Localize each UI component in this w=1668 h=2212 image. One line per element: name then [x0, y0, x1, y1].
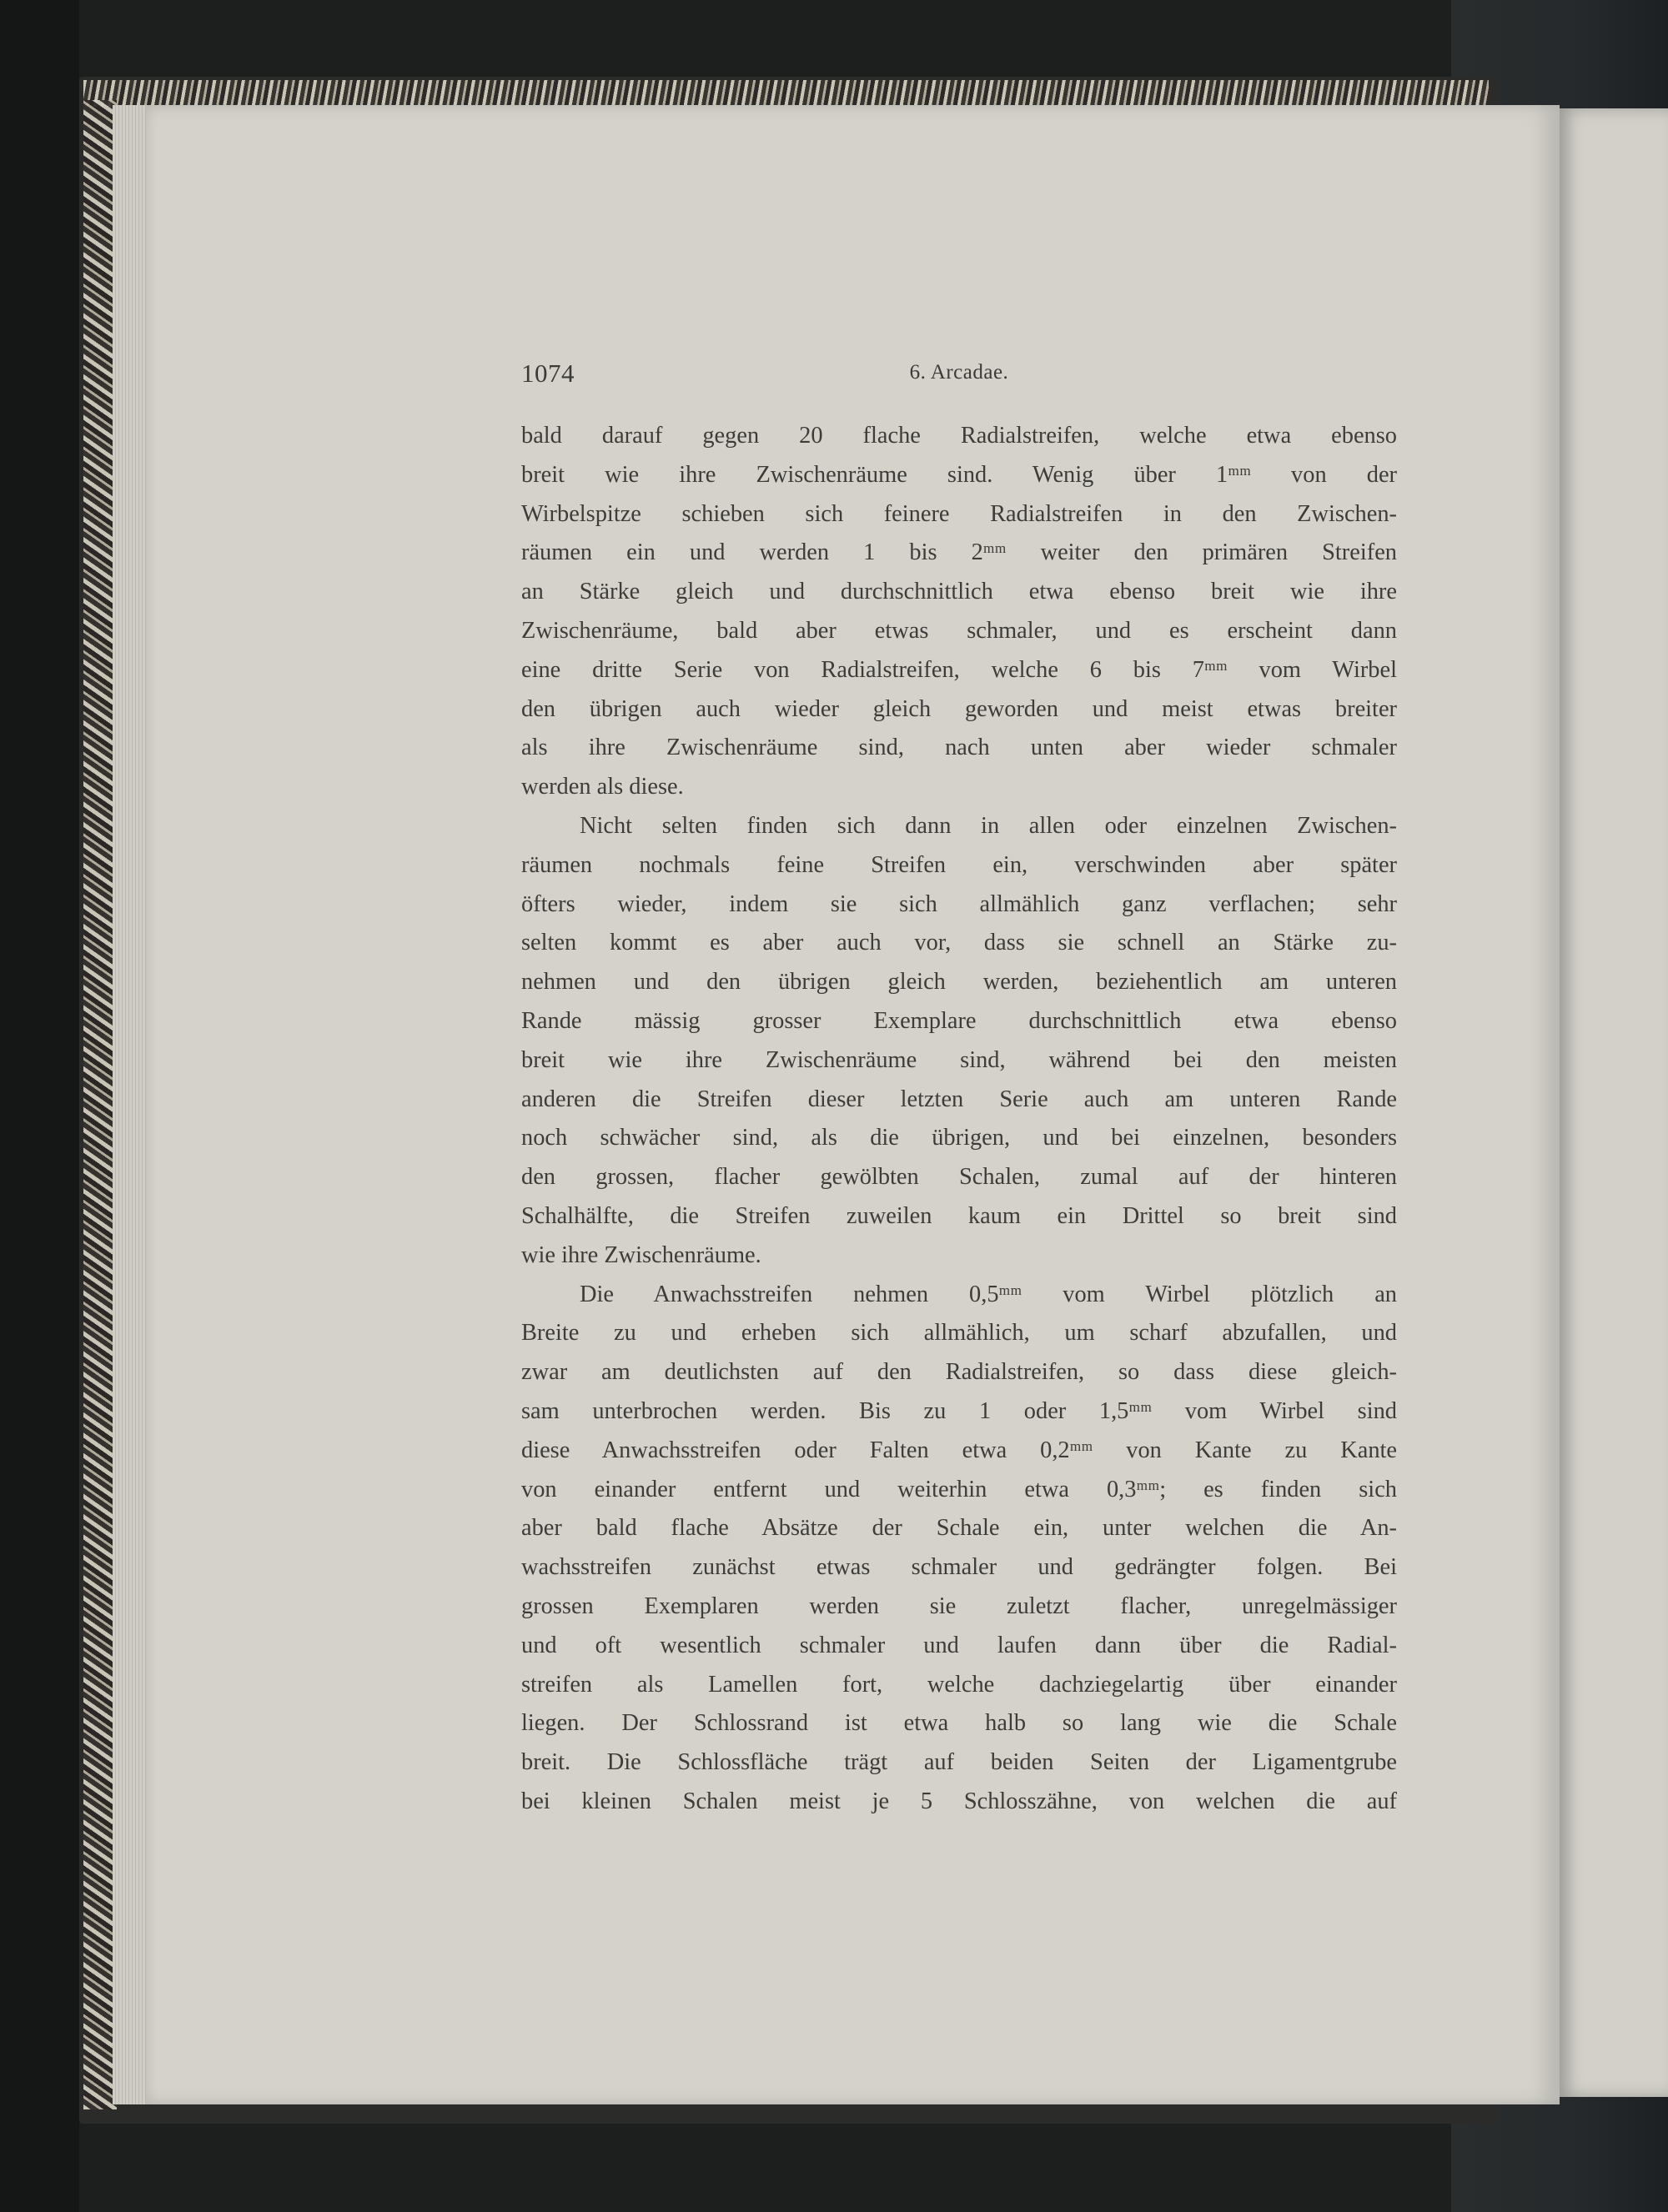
text-line: und oft wesentlich schmaler und laufen dann über die Radial-	[521, 1632, 1397, 1658]
body-text	[521, 417, 1397, 1822]
text-line: wachsstreifen zunächst etwas schmaler und gedrängter folgen. Bei	[521, 1554, 1397, 1581]
text-line: werden als diese.	[521, 774, 684, 800]
text-line: liegen. Der Schlossrand ist etwa halb so lang wie die Schale	[521, 1710, 1397, 1737]
text-line: den übrigen auch wieder gleich geworden und meist etwas breiter	[521, 695, 1397, 722]
text-line: breit wie ihre Zwischenräume sind. Wenig über 1ᵐᵐ von der	[521, 461, 1397, 488]
text-line: aber bald flache Absätze der Schale ein, unter welchen die An-	[521, 1515, 1397, 1542]
text-line: diese Anwachsstreifen oder Falten etwa 0,2ᵐᵐ von Kante zu Kante	[521, 1437, 1397, 1463]
text-line: räumen nochmals feine Streifen ein, verschwinden aber später	[521, 851, 1397, 878]
text-line: Schalhälfte, die Streifen zuweilen kaum ein Drittel so breit sind	[521, 1202, 1397, 1229]
text-line: bald darauf gegen 20 flache Radialstreifen, welche etwa ebenso	[521, 423, 1397, 449]
text-line: als ihre Zwischenräume sind, nach unten aber wieder schmaler	[521, 735, 1397, 761]
text-line: öfters wieder, indem sie sich allmählich ganz verflachen; sehr	[521, 890, 1397, 917]
text-line: an Stärke gleich und durchschnittlich etwa ebenso breit wie ihre	[521, 579, 1397, 605]
text-line: breit. Die Schlossfläche trägt auf beiden Seiten der Ligamentgrube	[521, 1749, 1397, 1776]
text-line: zwar am deutlichsten auf den Radialstreifen, so dass diese gleich-	[521, 1359, 1397, 1386]
text-line: Rande mässig grosser Exemplare durchschnittlich etwa ebenso	[521, 1007, 1397, 1034]
text-line: Wirbelspitze schieben sich feinere Radialstreifen in den Zwischen-	[521, 500, 1397, 527]
text-line: nehmen und den übrigen gleich werden, beziehentlich am unteren	[521, 969, 1397, 996]
text-line: von einander entfernt und weiterhin etwa 0,3ᵐᵐ; es finden sich	[521, 1476, 1397, 1502]
text-line: Breite zu und erheben sich allmählich, um scharf abzufallen, und	[521, 1320, 1397, 1347]
text-line: Die Anwachsstreifen nehmen 0,5ᵐᵐ vom Wirbel plötzlich an	[580, 1281, 1397, 1307]
text-line: streifen als Lamellen fort, welche dachziegelartig über einander	[521, 1671, 1397, 1698]
text-line: bei kleinen Schalen meist je 5 Schlosszähne, von welchen die auf	[521, 1788, 1397, 1814]
text-line: räumen ein und werden 1 bis 2ᵐᵐ weiter den primären Streifen	[521, 539, 1397, 566]
text-line: den grossen, flacher gewölbten Schalen, zumal auf der hinteren	[521, 1164, 1397, 1191]
text-line: sam unterbrochen werden. Bis zu 1 oder 1,5ᵐᵐ vom Wirbel sind	[521, 1397, 1397, 1424]
text-line: breit wie ihre Zwischenräume sind, während bei den meisten	[521, 1046, 1397, 1073]
text-line: wie ihre Zwischenräume.	[521, 1241, 761, 1268]
text-line: eine dritte Serie von Radialstreifen, welche 6 bis 7ᵐᵐ vom Wirbel	[521, 656, 1397, 683]
text-line: selten kommt es aber auch vor, dass sie schnell an Stärke zu-	[521, 930, 1397, 956]
scan-background-left	[0, 0, 79, 2212]
marbled-edge-left	[83, 100, 117, 2109]
page-number: 1074	[521, 359, 575, 388]
text-line: anderen die Streifen dieser letzten Serie auch am unteren Rande	[521, 1086, 1397, 1112]
facing-page-edge	[1558, 108, 1668, 2097]
page-header	[521, 359, 1397, 400]
marbled-edge-top	[83, 80, 1489, 107]
text-line: noch schwächer sind, als die übrigen, und bei einzelnen, besonders	[521, 1125, 1397, 1151]
running-title: 6. Arcadae.	[909, 361, 1009, 384]
text-line: Nicht selten finden sich dann in allen oder einzelnen Zwischen-	[580, 812, 1397, 839]
text-line: grossen Exemplaren werden sie zuletzt flacher, unregelmässiger	[521, 1593, 1397, 1619]
text-line: Zwischenräume, bald aber etwas schmaler, und es erscheint dann	[521, 617, 1397, 644]
